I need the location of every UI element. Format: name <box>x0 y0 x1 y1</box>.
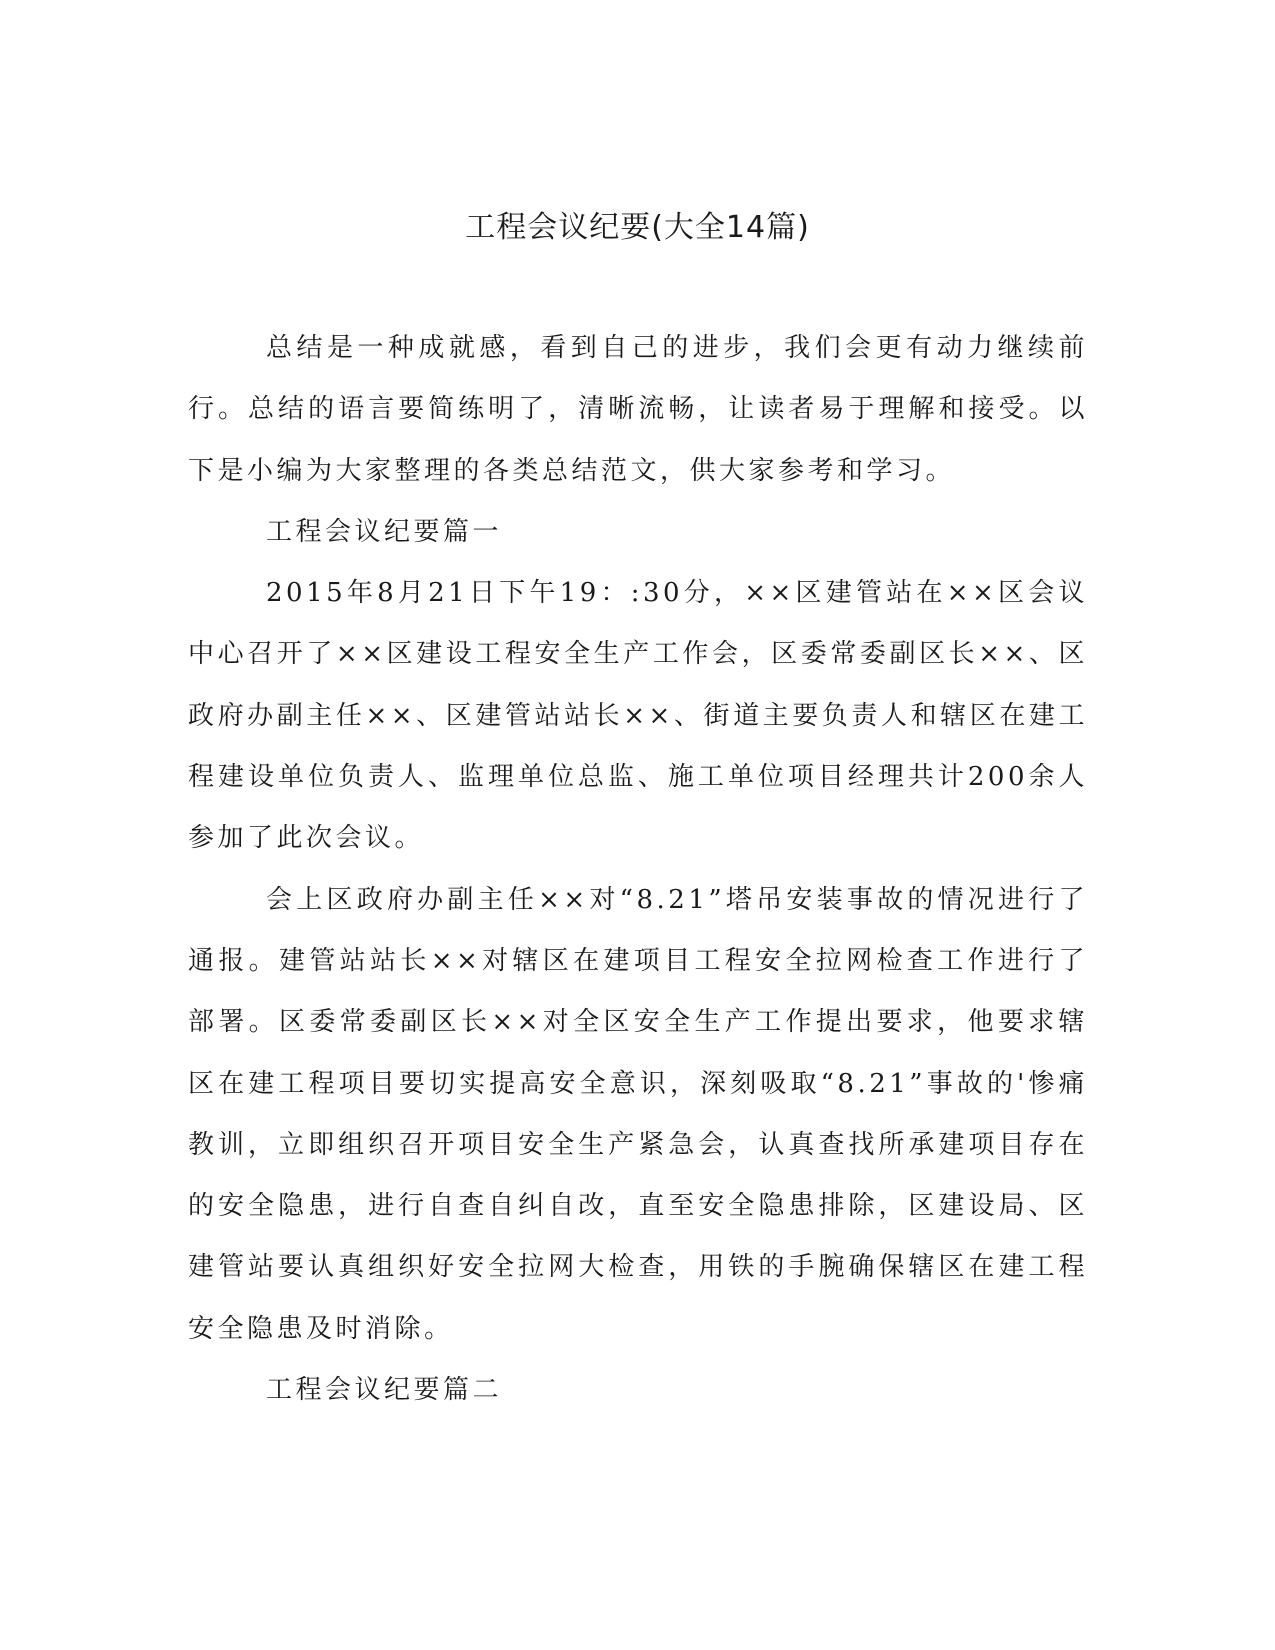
section-heading-1: 工程会议纪要篇一 <box>266 516 503 547</box>
intro-paragraph: 总结是一种成就感，看到自己的进步，我们会更有动力继续前行。总结的语言要简练明了，清晰流畅，让读者易于理解和接受。以下是小编为大家整理的各类总结范文，供大家参考和学习。 <box>188 333 1088 486</box>
section-1-paragraph-1: 2015年8月21日下午19：:30分，××区建管站在××区会议中心召开了××区建设工程安全生产工作会，区委常委副区长××、区政府办副主任××、区建管站站长××、街道主要负责人和辖区在建工程建设单位负责人、监理单位总监、施工单位项目经理共计200余人参加了此次会议。 <box>188 578 1088 854</box>
section-1-paragraph-2: 会上区政府办副主任××对“8.21”塔吊安装事故的情况进行了通报。建管站站长××对辖区在建项目工程安全拉网检查工作进行了部署。区委常委副区长××对全区安全生产工作提出要求，他要求辖区在建工程项目要切实提高安全意识，深刻吸取“8.21”事故的'惨痛教训，立即组织召开项目安全生产紧急会，认真查找所承建项目存在的安全隐患，进行自查自纠自改，直至安全隐患排除，区建设局、区建管站要认真组织好安全拉网大检查，用铁的手腕确保辖区在建工程安全隐患及时消除。 <box>188 884 1088 1344</box>
document-title: 工程会议纪要(大全14篇) <box>465 210 810 245</box>
document-body <box>188 318 1088 1421</box>
section-heading-2: 工程会议纪要篇二 <box>266 1375 503 1406</box>
